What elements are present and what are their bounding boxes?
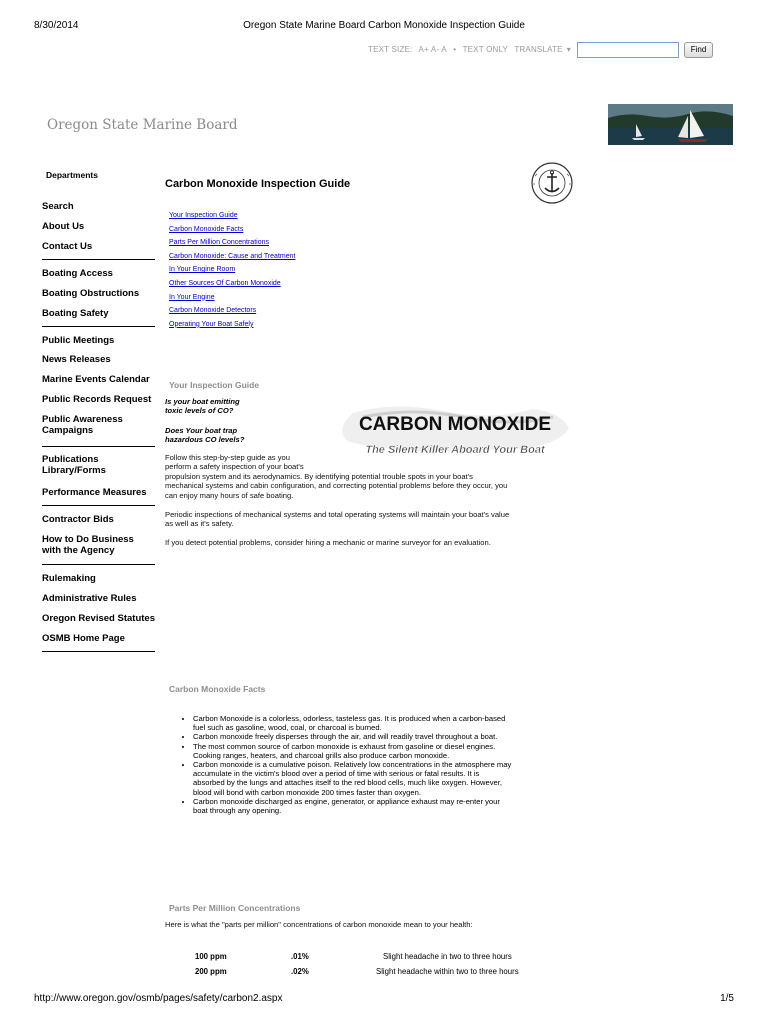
nav-public-records-request[interactable]: Public Records Request xyxy=(42,394,152,405)
utility-bar xyxy=(368,45,575,54)
nav-administrative-rules[interactable]: Administrative Rules xyxy=(42,593,137,604)
osmb-seal-logo xyxy=(527,160,577,206)
ppm-effect: Slight headache within two to three hours xyxy=(376,967,519,976)
paragraph-line: mechanical systems and cabin configuration, and correcting potential problems before they occur, you xyxy=(165,481,508,490)
search-input[interactable] xyxy=(577,42,679,58)
nav-public-meetings[interactable]: Public Meetings xyxy=(42,335,115,346)
list-item xyxy=(193,742,595,760)
list-item-line: Carbon monoxide freely disperses through the air, and will readily travel throughout a boat. xyxy=(193,732,498,742)
nav-divider xyxy=(42,446,155,447)
ppm-percent: .02% xyxy=(291,967,309,976)
list-item-line: absorbed by the lungs and attaches itself to the red blood cells, much like oxygen. However, xyxy=(193,778,502,788)
nav-osmb-home-page[interactable]: OSMB Home Page xyxy=(42,633,125,644)
toc-link[interactable]: Carbon Monoxide Detectors xyxy=(169,307,257,315)
toc-link[interactable]: Parts Per Million Concentrations xyxy=(169,239,269,247)
toc-link[interactable]: Other Sources Of Carbon Monoxide xyxy=(169,279,281,287)
page-title: Carbon Monoxide Inspection Guide xyxy=(165,178,351,190)
nav-how-to-do-business[interactable]: How to Do Business with the Agency xyxy=(42,534,134,556)
list-item-line: Carbon monoxide is a cumulative poison. Relatively low concentrations in the atmosphere may xyxy=(193,760,512,770)
nav-performance-measures[interactable]: Performance Measures xyxy=(42,487,147,498)
departments-label: Departments xyxy=(46,170,98,180)
nav-contact-us[interactable]: Contact Us xyxy=(42,241,93,252)
print-date: 8/30/2014 xyxy=(34,20,79,31)
sailboat-photo xyxy=(608,104,733,145)
banner-subtitle: The Silent Killer Aboard Your Boat xyxy=(365,444,545,456)
text-size-controls[interactable]: A+ A- A xyxy=(418,45,447,54)
list-item-line: boat through any opening. xyxy=(193,806,282,816)
section-heading-ppm: Parts Per Million Concentrations xyxy=(169,903,301,913)
ppm-intro: Here is what the "parts per million" concentrations of carbon monoxide mean to your health: xyxy=(165,920,473,929)
nav-boating-safety[interactable]: Boating Safety xyxy=(42,308,109,319)
ppm-percent: .01% xyxy=(291,952,309,961)
nav-boating-access[interactable]: Boating Access xyxy=(42,268,113,279)
nav-divider xyxy=(42,505,155,506)
nav-boating-obstructions[interactable]: Boating Obstructions xyxy=(42,288,140,299)
section-heading-inspection-guide: Your Inspection Guide xyxy=(169,380,260,390)
list-item-line: Cooking ranges, heaters, and charcoal grills also produce carbon monoxide. xyxy=(193,750,450,760)
site-title[interactable]: Oregon State Marine Board xyxy=(47,117,238,133)
question-text: hazardous CO levels? xyxy=(165,435,245,444)
toc-link[interactable]: In Your Engine xyxy=(169,293,215,301)
text-size-label: TEXT SIZE: xyxy=(368,45,413,54)
paragraph-line: propulsion system and its aerodynamics. By identifying potential trouble spots in your boat's xyxy=(165,472,473,481)
section-heading-co-facts: Carbon Monoxide Facts xyxy=(169,684,266,694)
translate-link[interactable]: TRANSLATE xyxy=(514,45,563,54)
carbon-monoxide-banner xyxy=(333,403,577,461)
banner-title: CARBON MONOXIDE xyxy=(358,414,552,435)
question-text: Is your boat emitting xyxy=(165,397,240,406)
question-text: toxic levels of CO? xyxy=(165,406,234,415)
nav-about-us[interactable]: About Us xyxy=(42,221,85,232)
paragraph-line: Periodic inspections of mechanical systems and total operating systems will maintain your boat's value xyxy=(165,510,510,519)
nav-divider xyxy=(42,259,155,260)
facts-list xyxy=(175,714,595,815)
nav-contractor-bids[interactable]: Contractor Bids xyxy=(42,514,114,525)
list-item-line: The most common source of carbon monoxide is exhaust from gasoline or diesel engines. xyxy=(193,741,496,751)
nav-oregon-revised-statutes[interactable]: Oregon Revised Statutes xyxy=(42,613,155,624)
paragraph-line: perform a safety inspection of your boat's xyxy=(165,462,304,471)
nav-publications-library[interactable]: Publications Library/Forms xyxy=(42,454,106,476)
list-item-line: blood will bond with carbon monoxide 200 times faster than oxygen. xyxy=(193,787,421,797)
question-text: Does Your boat trap xyxy=(165,426,238,435)
nav-rulemaking[interactable]: Rulemaking xyxy=(42,573,96,584)
toc xyxy=(169,212,295,328)
ppm-effect: Slight headache in two to three hours xyxy=(383,952,512,961)
paragraph-line: If you detect potential problems, consider hiring a mechanic or marine surveyor for an evaluation. xyxy=(165,538,491,547)
list-item xyxy=(193,732,595,741)
paragraph-line: can enjoy many hours of safe boating. xyxy=(165,491,294,500)
text-only-link[interactable]: TEXT ONLY xyxy=(462,45,509,54)
ppm-value: 200 ppm xyxy=(195,967,227,976)
list-item-line: Carbon monoxide discharged as engine, generator, or appliance exhaust may re-enter your xyxy=(193,796,500,806)
find-button[interactable]: Find xyxy=(684,42,713,58)
print-page-number: 1/5 xyxy=(720,993,734,1004)
toc-link[interactable]: Your Inspection Guide xyxy=(169,212,238,219)
toc-link[interactable]: Carbon Monoxide Facts xyxy=(169,225,244,233)
list-item xyxy=(193,714,595,732)
print-title: Oregon State Marine Board Carbon Monoxide Inspection Guide xyxy=(243,20,525,31)
list-item xyxy=(193,760,595,797)
ppm-value: 100 ppm xyxy=(195,952,227,961)
list-item xyxy=(193,797,595,815)
list-item-line: accumulate in the victim's blood over a period of time with serious or fatal results. It is xyxy=(193,769,480,779)
nav-search[interactable]: Search xyxy=(42,201,74,212)
list-item-line: fuel such as gasoline, wood, coal, or charcoal is burned. xyxy=(193,723,382,733)
paragraph-line: as well as it's safety. xyxy=(165,519,234,528)
nav-marine-events-calendar[interactable]: Marine Events Calendar xyxy=(42,374,150,385)
print-url: http://www.oregon.gov/osmb/pages/safety/carbon2.aspx xyxy=(34,993,283,1004)
paragraph-line: Follow this step-by-step guide as you xyxy=(165,453,290,462)
list-item-line: Carbon Monoxide is a colorless, odorless, tasteless gas. It is produced when a carbon-based xyxy=(193,714,506,723)
utility-separator: • xyxy=(453,45,457,54)
nav-news-releases[interactable]: News Releases xyxy=(42,354,111,365)
nav-divider xyxy=(42,651,155,652)
toc-link[interactable]: Operating Your Boat Safely xyxy=(169,320,254,328)
nav-public-awareness-campaigns[interactable]: Public Awareness Campaigns xyxy=(42,414,123,436)
nav-divider xyxy=(42,564,155,565)
nav-divider xyxy=(42,326,155,327)
toc-link[interactable]: In Your Engine Room xyxy=(169,266,236,274)
toc-link[interactable]: Carbon Monoxide: Cause and Treatment xyxy=(169,252,296,260)
chevron-down-icon: ▾ xyxy=(566,45,571,54)
